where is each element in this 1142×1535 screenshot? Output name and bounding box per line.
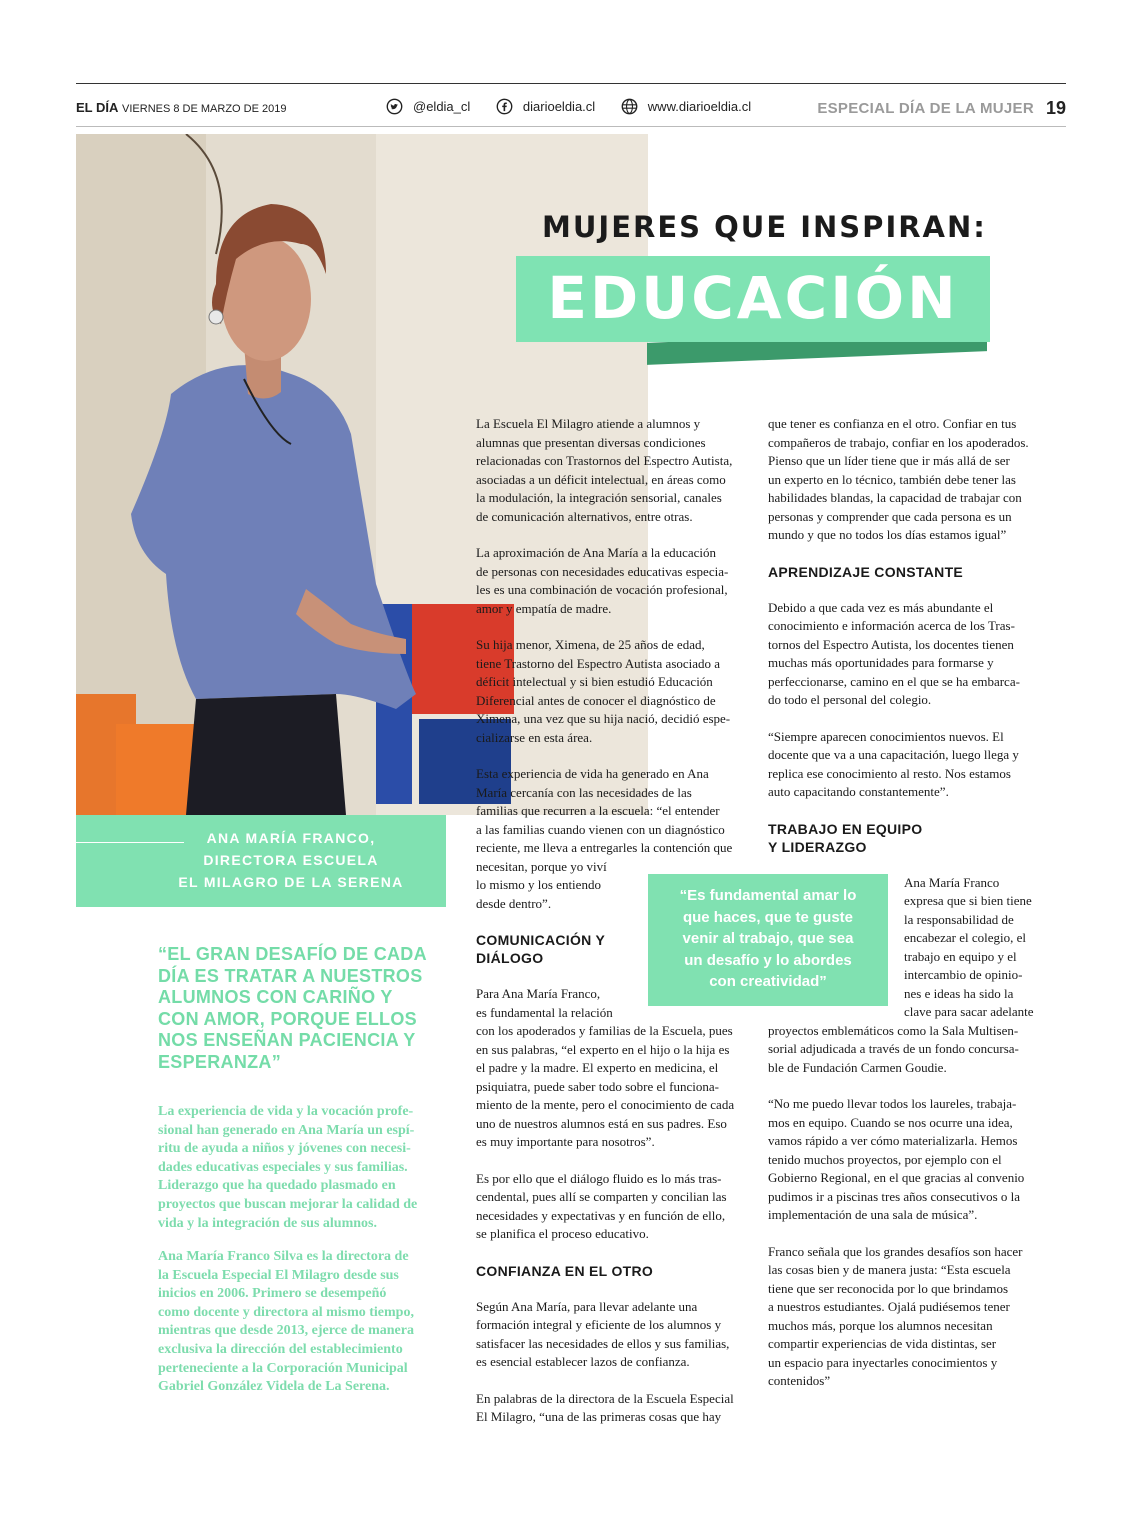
text-line: es fundamental la relación xyxy=(476,1004,613,1020)
subheading-aprendizaje xyxy=(768,563,1068,581)
pull-quote-line: ESPERANZA” xyxy=(158,1051,282,1072)
page-number: 19 xyxy=(1045,98,1066,118)
header-top-rule xyxy=(76,83,1066,84)
text-line: Franco señala que los grandes desafíos son hacer xyxy=(768,1243,1023,1259)
caption-line: EL MILAGRO DE LA SERENA xyxy=(178,874,404,890)
text-line: Ximena, una vez que su hija nació, decidió espe- xyxy=(476,711,731,726)
twitter-icon xyxy=(386,98,403,115)
paragraph xyxy=(476,1298,756,1372)
text-line: Para Ana María Franco, xyxy=(476,986,601,1001)
headline-main: EDUCACIÓN xyxy=(547,264,959,332)
text-line: mundo y que no todos los días estamos igual” xyxy=(768,527,1007,542)
text-line: compañeros de trabajo, confiar en los apoderados. xyxy=(768,434,1029,450)
text-line: muchos más, porque los alumnos necesitan xyxy=(768,1317,993,1333)
pull-quote-line: CON AMOR, PORQUE ELLOS xyxy=(158,1008,417,1029)
text-line: intercambio de opinio- xyxy=(904,967,1023,982)
text-line: a las familias cuando vienen con un diagnóstico xyxy=(476,821,725,837)
quote-line: un desafío y lo abordes xyxy=(684,951,852,969)
text-line: necesidades y expectativas y en función de ello, xyxy=(476,1207,726,1223)
paragraph xyxy=(476,415,756,526)
text-line: uno de nuestros alumnos está en sus padres. Eso xyxy=(476,1115,727,1131)
text-line: replica ese conocimiento al resto. Nos estamos xyxy=(768,765,1011,781)
subheading-confianza xyxy=(476,1262,756,1280)
text-line: expresa que si bien tiene xyxy=(904,893,1032,908)
text-line: Es por ello que el diálogo fluido es lo más tras- xyxy=(476,1170,722,1186)
text-line: como docente y directora al mismo tiempo, xyxy=(158,1304,414,1320)
subheading-trabajo xyxy=(768,820,1068,856)
text-line: Según Ana María, para llevar adelante una xyxy=(476,1298,698,1314)
text-line: compartir experiencias de vida distintas, ser xyxy=(768,1336,997,1351)
text-line: familias que recurren a la escuela: “el entender xyxy=(476,803,720,818)
text-line: dades educativas especiales y sus familias. xyxy=(158,1159,408,1175)
text-line: el padre y la madre. El experto en medicina, el xyxy=(476,1060,719,1075)
text-line: déficit intelectual y si bien estudió Educación xyxy=(476,674,713,689)
text-line: un experto en lo técnico, también debe tener las xyxy=(768,471,1016,487)
text-line: reciente, me lleva a entregarles la contención que xyxy=(476,840,733,855)
text-line: clave para sacar adelante xyxy=(904,1004,1034,1019)
paragraph xyxy=(476,544,756,618)
text-line: “No me puedo llevar todos los laureles, trabaja- xyxy=(768,1096,1017,1111)
text-line: encabezar el colegio, el xyxy=(904,930,1026,945)
globe-icon xyxy=(621,98,638,115)
text-line: vamos rápido a ver cómo materializarla. Hemos xyxy=(768,1133,1018,1148)
social-web[interactable] xyxy=(621,98,751,115)
paragraph xyxy=(768,415,1068,545)
text-line: cendental, pues allí se comparten y concilian las xyxy=(476,1189,727,1204)
text-line: desde dentro”. xyxy=(476,895,552,911)
text-line: Esta experiencia de vida ha generado en Ana xyxy=(476,766,709,781)
text-line: tiene Trastorno del Espectro Autista asociado a xyxy=(476,655,721,671)
text-line: sional han generado en Ana María un espí- xyxy=(158,1122,415,1138)
social-twitter[interactable] xyxy=(386,98,470,115)
text-line: asociadas a un déficit intelectual, en áreas como xyxy=(476,471,726,487)
text-line: do todo el personal del colegio. xyxy=(768,692,932,707)
paragraph xyxy=(476,636,756,747)
text-line: En palabras de la directora de la Escuela Especial xyxy=(476,1390,734,1406)
caption-line: ANA MARÍA FRANCO, xyxy=(206,830,376,846)
text-line: mientras que desde 2013, ejerce de manera xyxy=(158,1323,414,1339)
social-facebook[interactable] xyxy=(496,98,595,115)
text-line: la modulación, la integración sensorial, canales xyxy=(476,490,722,505)
text-line: de personas con necesidades educativas especia- xyxy=(476,563,729,579)
text-line: se planifica el proceso educativo. xyxy=(476,1226,649,1241)
text-line: vida y la integración de sus alumnos. xyxy=(158,1215,377,1231)
intro-paragraph xyxy=(158,1103,430,1233)
text-line: Ana María Franco xyxy=(904,874,1000,890)
text-line: La experiencia de vida y la vocación profe- xyxy=(158,1104,414,1119)
text-line: las cosas bien y de manera justa: “Esta escuela xyxy=(768,1262,1011,1277)
text-line: auto capacitando constantemente”. xyxy=(768,784,949,799)
text-line: de comunicación alternativos, entre otras. xyxy=(476,508,693,524)
text-line: en sus palabras, “el experto en el hijo o la hija es xyxy=(476,1041,730,1057)
paragraph xyxy=(768,1022,1068,1078)
text-line: la responsabilidad de xyxy=(904,911,1014,927)
quote-box-text xyxy=(652,885,884,993)
text-line: Gabriel González Videla de La Serena. xyxy=(158,1379,390,1395)
paragraph xyxy=(768,1243,1068,1391)
text-line: a nuestros estudiantes. Ojalá pudiésemos tener xyxy=(768,1299,1010,1314)
text-line: trabajo en equipo y el xyxy=(904,948,1017,964)
text-line: Diferencial antes de conocer el diagnóstico de xyxy=(476,692,716,708)
quote-line: “Es fundamental amar lo xyxy=(679,887,857,904)
text-line: lo mismo y los entiendo xyxy=(476,877,601,892)
text-line: ritu de ayuda a niños y jóvenes con necesi- xyxy=(158,1141,411,1157)
text-line: un espacio para inyectarles conocimientos y xyxy=(768,1354,998,1370)
text-line: tiene que ser reconocida por lo que brindamos xyxy=(768,1280,1009,1296)
text-line: La Escuela El Milagro atiende a alumnos y xyxy=(476,416,701,431)
subheading-line: TRABAJO EN EQUIPO xyxy=(768,820,923,837)
quote-line: con creatividad” xyxy=(709,973,827,990)
twitter-handle: @eldia_cl xyxy=(413,99,471,114)
paragraph xyxy=(476,985,756,1152)
paragraph xyxy=(476,1170,756,1244)
text-line: miento de la mente, pero el conocimiento de cada xyxy=(476,1097,735,1112)
quote-line: que haces, que te guste xyxy=(682,908,854,926)
text-line: El Milagro, “una de las primeras cosas que hay xyxy=(476,1409,722,1424)
text-line: proyectos emblemáticos como la Sala Multisen- xyxy=(768,1022,1019,1038)
paragraph xyxy=(768,728,1068,802)
subheading-line: COMUNICACIÓN Y xyxy=(476,932,606,948)
pull-quote-line: ALUMNOS CON CARIÑO Y xyxy=(158,987,393,1008)
text-line: habilidades blandas, la capacidad de trabajar con xyxy=(768,490,1022,505)
text-line: contenidos” xyxy=(768,1373,831,1388)
text-line: relacionadas con Trastornos del Espectro Autista, xyxy=(476,453,733,468)
subheading-line: DIÁLOGO xyxy=(476,950,544,966)
text-line: la Escuela Especial El Milagro desde sus xyxy=(158,1267,399,1283)
text-line: implementación de una sala de música”. xyxy=(768,1207,978,1222)
paragraph xyxy=(768,1095,1068,1225)
pull-quote xyxy=(158,944,428,1074)
social-links xyxy=(386,98,773,118)
text-line: Gobierno Regional, en el que gracias al convenio xyxy=(768,1170,1025,1185)
text-line: personas y comprender que cada persona es un xyxy=(768,508,1012,524)
quote-line: venir al trabajo, que sea xyxy=(682,930,854,947)
text-line: Su hija menor, Ximena, de 25 años de edad, xyxy=(476,637,705,652)
pull-quote-line: DÍA ES TRATAR A NUESTROS xyxy=(158,965,423,986)
text-line: mos en equipo. Cuando se nos ocurre una idea, xyxy=(768,1114,1013,1130)
text-line: María cercanía con las necesidades de las xyxy=(476,784,692,800)
text-line: con los apoderados y familias de la Escuela, pues xyxy=(476,1023,733,1038)
text-line: Pienso que un líder tiene que ir más allá de ser xyxy=(768,453,1010,468)
text-line: muchas más oportunidades para formarse y xyxy=(768,655,994,670)
text-line: les es una combinación de vocación profesional, xyxy=(476,582,728,597)
header-bottom-rule xyxy=(76,126,1066,127)
subheading-line: Y LIDERAZGO xyxy=(768,838,867,855)
header-dateline xyxy=(76,100,286,115)
text-line: proyectos que buscan mejorar la calidad de xyxy=(158,1196,418,1212)
text-line: perteneciente a la Corporación Municipal xyxy=(158,1360,408,1376)
text-line: formación integral y eficiente de los alumnos y xyxy=(476,1317,722,1332)
headline-kicker: MUJERES QUE INSPIRAN: xyxy=(542,210,987,244)
subheading-line: APRENDIZAJE CONSTANTE xyxy=(768,563,964,580)
text-line: docente que va a una capacitación, luego llega y xyxy=(768,747,1019,762)
bio-paragraph xyxy=(158,1248,430,1397)
text-line: satisfacer las necesidades de ellos y sus familias, xyxy=(476,1335,730,1351)
text-line: alumnas que presentan diversas condiciones xyxy=(476,434,706,450)
text-line: inicios en 2006. Primero se desempeñó xyxy=(158,1286,387,1302)
text-line: perfeccionarse, camino en el que se ha embarca- xyxy=(768,673,1020,689)
text-line: cializarse en esta área. xyxy=(476,729,593,745)
pull-quote-line: “EL GRAN DESAFÍO DE CADA xyxy=(158,944,427,964)
caption-line: DIRECTORA ESCUELA xyxy=(203,852,379,868)
text-line: amor y empatía de madre. xyxy=(476,600,612,616)
text-line: conocimiento e información acerca de los Tras- xyxy=(768,618,1015,633)
text-line: necesitan, porque yo viví xyxy=(476,858,607,874)
text-line: es esencial establecer lazos de confianza. xyxy=(476,1354,690,1369)
text-line: sorial adjudicada a través de un fondo concursa- xyxy=(768,1041,1019,1056)
text-line: exclusiva la dirección del establecimiento xyxy=(158,1341,403,1357)
text-line: Debido a que cada vez es más abundante el xyxy=(768,599,994,615)
text-line: ble de Fundación Carmen Goudie. xyxy=(768,1059,947,1075)
newspaper-brand: EL DÍA xyxy=(76,100,119,115)
subheading-line: CONFIANZA EN EL OTRO xyxy=(476,1262,654,1279)
text-line: psiquiatra, puede saber todo sobre el funciona- xyxy=(476,1078,719,1094)
text-line: nes e ideas ha sido la xyxy=(904,985,1014,1001)
text-line: es muy importante para nosotros”. xyxy=(476,1134,655,1149)
paragraph xyxy=(768,599,1068,710)
text-line: tenido muchos proyectos, por ejemplo con el xyxy=(768,1151,1002,1167)
text-line: tornos del Espectro Autista, los docentes tienen xyxy=(768,636,1014,652)
text-line: pudimos ir a piscinas tres años consecutivos o la xyxy=(768,1188,1021,1204)
text-line: Liderazgo que ha quedado plasmado en xyxy=(158,1178,396,1194)
photo-caption xyxy=(166,827,416,893)
pull-quote-line: NOS ENSEÑAN PACIENCIA Y xyxy=(158,1030,416,1051)
website-url: www.diarioeldia.cl xyxy=(647,99,752,114)
text-line: “Siempre aparecen conocimientos nuevos. El xyxy=(768,728,1004,744)
paragraph xyxy=(476,1390,756,1427)
text-line: que tener es confianza en el otro. Confiar en tus xyxy=(768,416,1017,431)
text-line: La aproximación de Ana María a la educación xyxy=(476,545,717,560)
facebook-icon xyxy=(496,98,513,115)
text-line: Ana María Franco Silva es la directora de xyxy=(158,1249,409,1264)
issue-date: VIERNES 8 DE MARZO DE 2019 xyxy=(122,103,287,115)
section-name: ESPECIAL DÍA DE LA MUJER xyxy=(817,100,1034,117)
facebook-handle: diarioeldia.cl xyxy=(522,99,596,114)
